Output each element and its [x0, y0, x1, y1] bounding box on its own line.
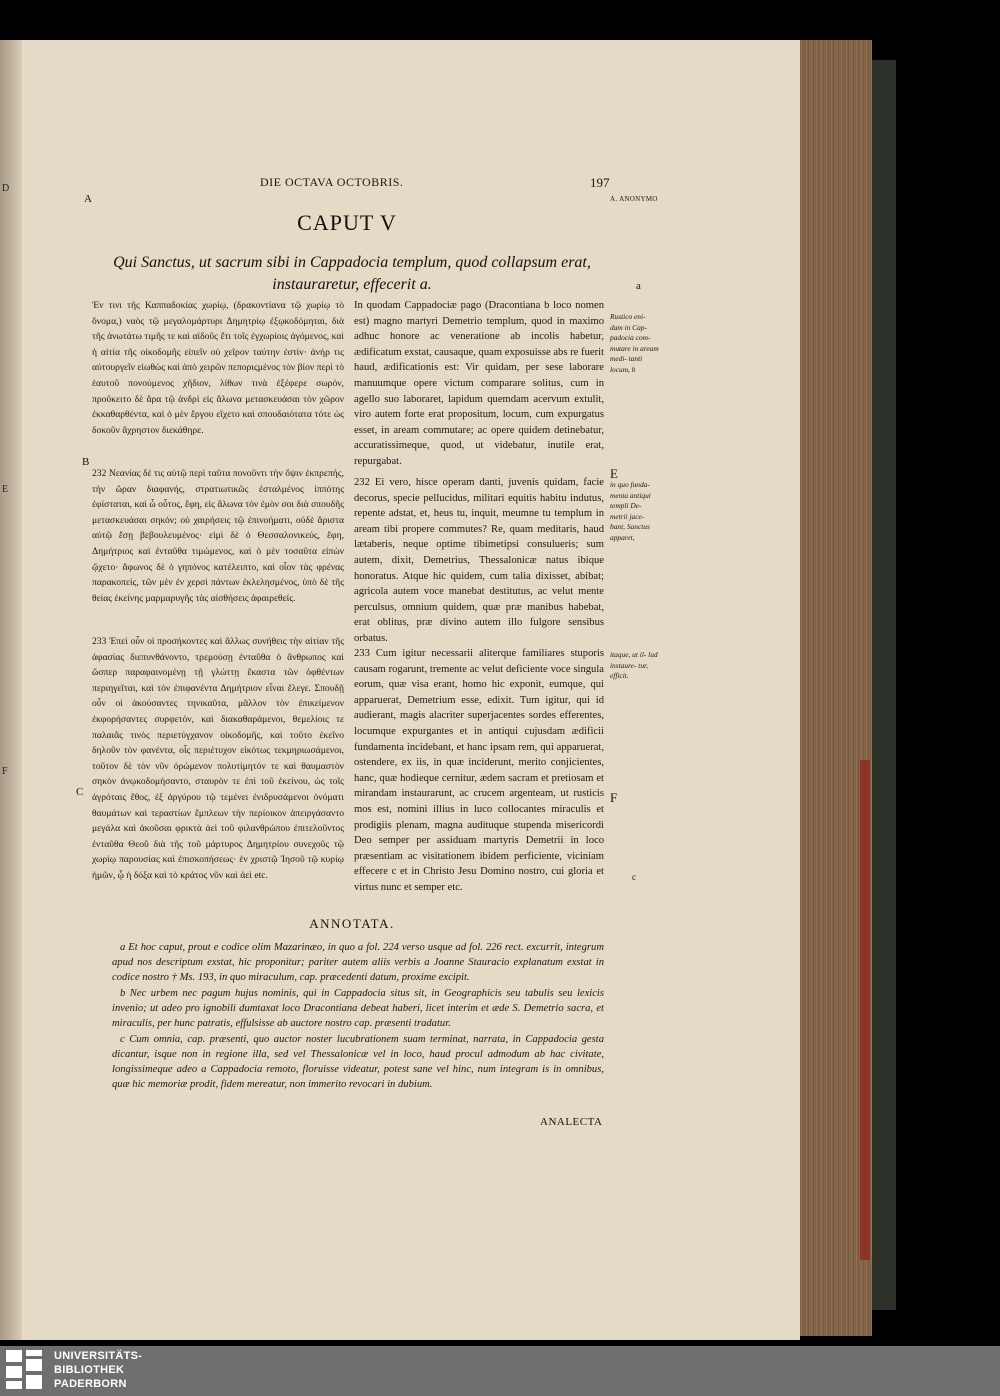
section-marker-c: C — [76, 786, 84, 798]
greek-paragraph-2: 232 Νεανίας δέ τις αὐτῷ περὶ ταῦτα πονοῦντι τὴν ὄψιν ἐκπρεπής, τὴν ὥραν διαφανής, στρατιωτικῶς ἐσταλμένος ἱππότης ἐφίσταται, καὶ ὦ οὗτος, ἔφη, εἰς ἅλωνα τὸν ἐμὸν σοι διὰ σπουδῆς μετασκευάσαι σηκόν; οὐ χαιρήσεις τῷ ἐπινοήματι, οὐδὲ ἄριστα αὐτῷ ἔσῃ βεβουλευμένος· εἰμὶ δὲ ὁ Θεσσαλονικεύς, ἔφη, Δημήτριος καὶ ἐνταῦθα τιμώμενος, καὶ ὁ μὲν τοσαῦτα εἰπὼν ᾤχετο· ἄφωνος δὲ ὁ γηπόνος κατέλειπτο, καὶ οἷον τὰς φρένας παρακοπείς, τῶν μὲν ἐν χερσὶ πάντων ἐκλελησμένος, ὑπὸ δὲ τῆς θείας ἐκείνης μαρμαρυγῆς τὰς αἰσθήσεις ἀφαιρεθείς. — [92, 468, 344, 604]
library-footer — [0, 1346, 1000, 1396]
annotation-note: b Nec urbem nec pagum hujus nominis, qui in Cappadocia situs sit, in Geographicis seu tabulis seu lexicis invenio; ut adeo pro ignobili dumtaxat loco Dracontiana debeat haberi, licet interim et æde S. Demetrio sacra, et miraculis, per hunc patratis, effulsisse ab auctore nostro cap. præsenti tradatur. — [112, 988, 604, 1029]
annotation-note: a Et hoc caput, prout e codice olim Mazarinæo, in quo a fol. 224 verso usque ad fol. 226 rect. excurrit, integrum apud nos descriptum exstat, hic proponitur; pariter autem aliis verbis a Joanne Stauracio explanatum exstat in codice nostro † Ms. 193, in quo miraculum, cap. præcedenti datum, proxime excipit. — [112, 942, 604, 983]
page-number: 197 — [590, 175, 610, 190]
latin-paragraph-3: 233 Cum igitur necessarii aliterque familiares stuporis causam rogarunt, tremente ac velut deficiente voce singula eorum, quæ visa erant, homo hic exponit, eumque, qui apparuerat, Demetrium esse, edixit. Tum igitur, qui id audierant, magis alacriter superjacentes sordes efferentes, locumque expurgantes et in antiqui cujusdam ædificii fundamenta incidebant, et hanc ipsam rem, qui apparuerat, ostendere, ex iis, in quæ inciderunt, merito conjicientes, hanc, quæ hodieque cernitur, ædem sacram et pretiosam et mirandam instaurarunt, ac crucem argenteam, ut rusticis mos est, nomini illius in luco collocantes miraculis et prodigiis plenam, magna audituque stupenda misericordi Deo semper per assiduam martyris Demetrii in loco præsentiam ac visitationem ibidem perficiente, viciniam effecere c et in Christo Jesu Domino nostro, cui gloria et virtus nunc et semper etc. — [354, 648, 604, 893]
library-name — [54, 1349, 142, 1391]
section-marker-f: F — [610, 790, 618, 805]
right-margin-header: A. ANONYMO — [610, 195, 658, 203]
margin-note-3: itaque, ut il- lud instaure- tur, efficit. — [610, 650, 658, 681]
section-marker-b: B — [82, 456, 90, 468]
section-marker-e: E — [610, 466, 618, 481]
section-marker-a: A — [84, 193, 92, 205]
latin-paragraph-1: In quodam Cappadociæ pago (Dracontiana b loco nomen est) magno martyri Demetrio templum, quod in maximo adhuc honore ac veneratione ab incolis habetur, ædificatum exstat, causaque, quam exposuisse abs re fuerit haud, ædificationis est: Vir quidam, per sese laborare manuumque opere victum comparare solitus, cum in agello suo laboraret, lapidum quemdam acervum extulit, viro autem forte erat propositum, locum, cum expurgatus esset, in aream commutare; ac opere quidem detinebatur, accuratissimeque, quod, ut videbatur, inutile erat, repurgabat. — [354, 300, 604, 467]
left-edge-letter: D — [2, 183, 10, 194]
left-edge-letter: F — [2, 766, 8, 777]
library-name-line: UNIVERSITÄTS- — [54, 1350, 143, 1362]
chapter-title: CAPUT V — [297, 210, 397, 235]
left-page-edge — [0, 40, 22, 1340]
library-name-line: PADERBORN — [54, 1378, 127, 1390]
chapter-subtitle: Qui Sanctus, ut sacrum sibi in Cappadocia templum, quod collapsum erat, instauraretur, effecerit a. — [113, 254, 591, 293]
margin-note-2: in quo funda- menta antiqui templi De- metrii jace- bant, Sanctus apparet, — [610, 480, 651, 542]
library-name-line: BIBLIOTHEK — [54, 1364, 125, 1376]
greek-paragraph-1: Ἐν τινι τῆς Καππαδοκίας χωρίῳ, (δρακοντίανα τῷ χωρίῳ τὸ ὄνομα,) ναὸς τῷ μεγαλομάρτυρι Δημητρίῳ ἐξῳκοδόμηται, διὰ τῆς ἀνωτάτω τιμῆς τε καὶ αἰδοῦς ἔτι τοῖς ἐγχωρίοις ἀγόμενος, καὶ ἡ αἰτία τῆς οἰκοδομῆς εἰπεῖν οὐ χεῖρον ταύτην ἐστίν· ἀνήρ τις αὐτουργεῖν εἰωθὼς καὶ ἀπὸ χειρῶν πεποριςμένος τὸν βίον περὶ τὸ ἑαυτοῦ πονούμενος χῆδιον, λίθων τινὰ ἐξέφερε σωρόν, προὔκειτο δὲ ἄρα τῷ ἀνδρὶ εἰς ἅλωνα μετασκευάσαι τὸν χῶρον ἐκκαθαρθέντα, καὶ ὁ μὲν ἔργου εἴχετο καὶ σπουδαιότατα τότε ὡς δοκοῦν ἄχρηστον διεκάθηρε. — [92, 300, 344, 436]
margin-note-1: Rustico eni- dam in Cap- padocia com- mutare in aream medi- tanti locum, b — [610, 312, 659, 374]
latin-paragraph-2: 232 Ei vero, hisce operam danti, juvenis quidam, facie decorus, specie pellucidus, militari equitis habitu indutus, repente adstat, et, heus tu, inquit, meumne tu templum in aream tibi propere commutes? Re, quam meditaris, haud lætaberis, neque optime tibimetipsi consulueris; sum autem, dixit, Demetrius, Thessalonicæ natus ibique honoratus. Atque hic quidem, cum talia dixisset, abibat; agricola autem voce manebat destitutus, ac velut mente perculsus, omnium quidem, quæ præ manibus habebat, erat oblitus, præ divino autem illo fulgore sensibus orbatus. — [354, 477, 604, 644]
note-marker-c: c — [632, 872, 636, 882]
catchword: ANALECTA — [540, 1116, 603, 1128]
left-edge-letter: E — [2, 484, 9, 495]
annotations — [112, 940, 604, 1093]
book-cover — [872, 60, 896, 1310]
greek-paragraph-3: 233 Ἐπεὶ οὖν οἱ προσήκοντες καὶ ἄλλως συνήθεις τὴν αἰτίαν τῆς ἀφασίας διεπυνθάνοντο, τρεμούσῃ ἐνταῦθα ὁ ἄνθρωπος καὶ ὥσπερ παραφαινομένῃ τῇ γλώττῃ ἕκαστα τῶν ὀφθέντων περιηγεῖται, καὶ τὸν ἐπιφανέντα Δημήτριον εἶναι ἔλεγε. Σπουδῇ οὖν οἱ ἀκούσαντες τηνικαῦτα, μᾶλλον τὸν ἐπικείμενον ἐκφορήσαντες συρφετόν, καὶ διακαθαράμενοι, θεμελίοις τε παλαιᾶς τινὸς περιετύγχανον οἰκοδομῆς, καὶ τοῦτο ἐκεῖνο δηλοῦν τὸν φανέντα, οἷς περιέτυχον εἰκότως τεκμηριωσάμενοι, τοῦτον δὲ τὸν νῦν ὁρώμενον πολυτίμητόν τε καὶ θαυμαστὸν σηκὸν ἀνῳκοδομήσαντο, σταυρὸν τε ἐπὶ τοῦ ἐκείνου, ὡς τοῖς ἀγρόταις ἔθος, ἐξ ἀργύρου τῷ τεμένει ἐνιδρυσάμενοι ὀνόματι θαυμάτων καὶ τεραστίων ἔμπλεων τὴν περίοικον ἀπειργάσαντο μεγάλα καὶ ἀκοῦσαι φρικτὰ ἀεὶ τοῦ φιλανθρώπου ἐπιτελοῦντος ἐνταῦθα Θεοῦ διὰ τῆς τοῦ μάρτυρος Δημητρίου συνεχοῦς τῷ χωρίῳ παρουσίας καὶ ἐπισκοπήσεως· ἐν χριστῷ Ἰησοῦ τῷ κυρίῳ ἡμῶν, ᾧ ἡ δόξα καὶ τὸ κράτος νῦν καὶ ἀεὶ etc. — [92, 636, 344, 881]
library-logo-icon — [6, 1350, 42, 1392]
running-title: DIE OCTAVA OCTOBRIS. — [260, 175, 404, 189]
note-marker-a: a — [636, 280, 641, 292]
book-cover-red — [860, 760, 870, 1260]
annotation-note: c Cum omnia, cap. præsenti, quo auctor noster lucubrationem suam terminat, narrata, in Cappadocia gesta dicantur, isque non in regione illa, sed vel Thessalonicæ vel in loco, haud procul admodum ab hac civitate, longissimeque adeo a Cappadocia remoto, floruisse videatur, potest sane vel hinc, num integram is in omnibus, quæ hic memoriæ prodit, fidem mereatur, non immerito revocari in dubium. — [112, 1034, 604, 1090]
annotata-heading: ANNOTATA. — [309, 916, 395, 931]
